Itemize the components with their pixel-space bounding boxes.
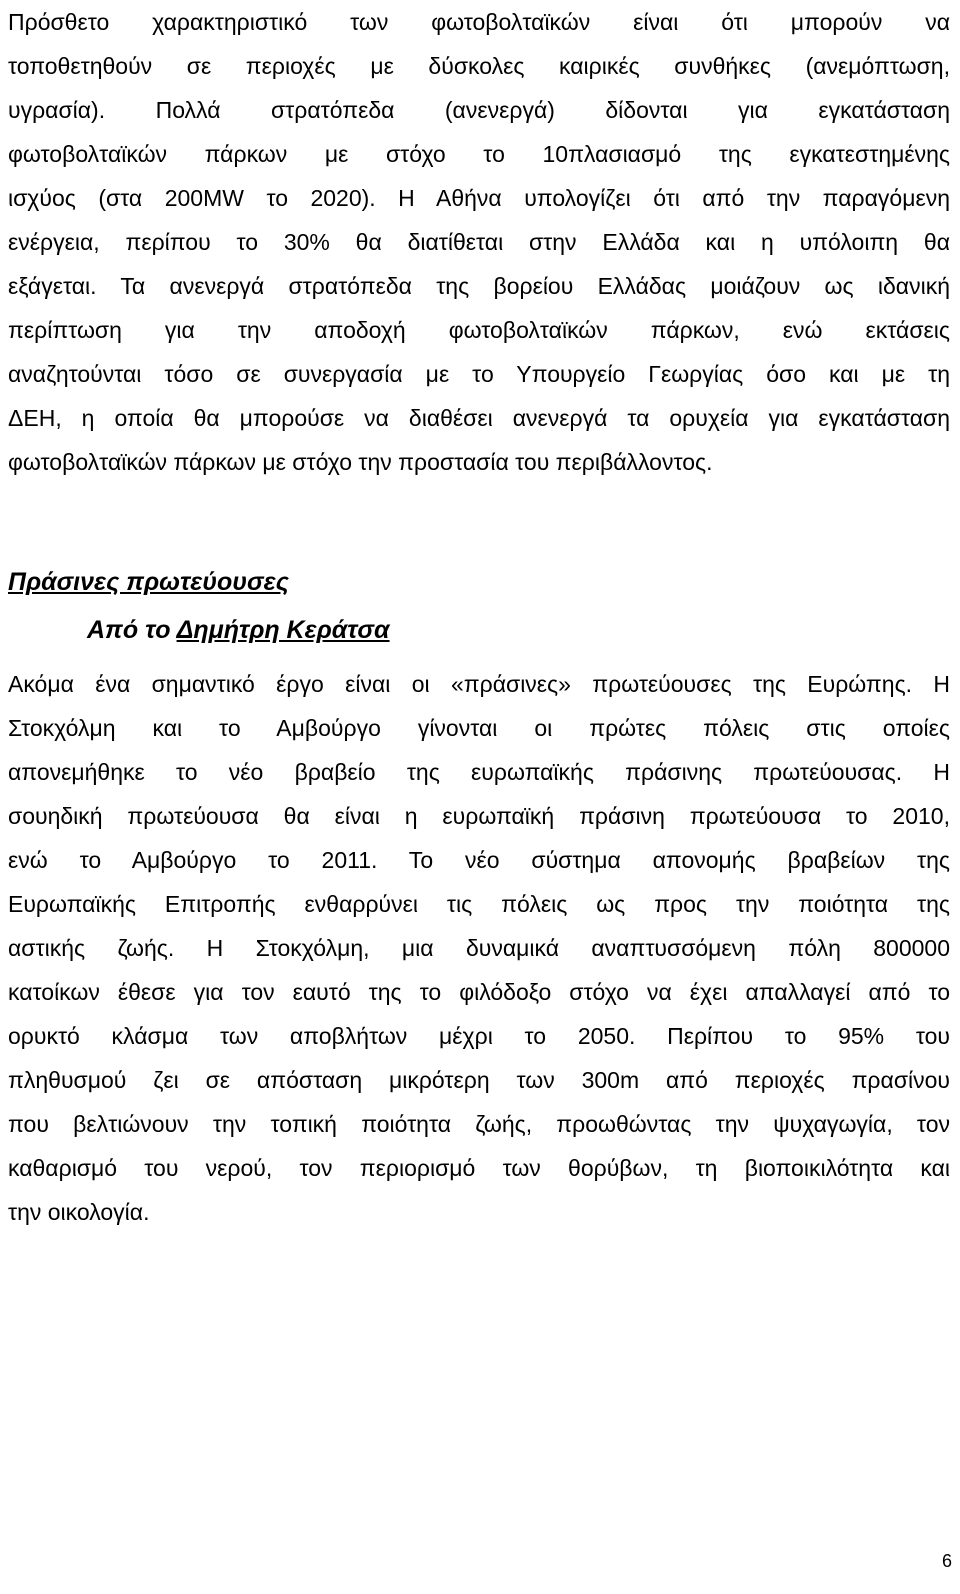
paragraph-line: Πρόσθετο χαρακτηριστικό των φωτοβολταϊκών είναι ότι μπορούν να — [8, 9, 950, 35]
paragraph-line: Ευρωπαϊκής Επιτροπής ενθαρρύνει τις πόλεις ως προς την ποιότητα της — [8, 891, 950, 917]
paragraph-line: υγρασία). Πολλά στρατόπεδα (ανενεργά) δίδονται για εγκατάσταση — [8, 97, 950, 123]
paragraph-line: πληθυσμού ζει σε απόσταση μικρότερη των 300m από περιοχές πρασίνου — [8, 1067, 950, 1093]
paragraph-line: ενέργεια, περίπου το 30% θα διατίθεται στην Ελλάδα και η υπόλοιπη θα — [8, 229, 950, 255]
paragraph-photovoltaics — [8, 0, 950, 484]
paragraph-line: φωτοβολταϊκών πάρκων με στόχο το 10πλασιασμό της εγκατεστημένης — [8, 141, 950, 167]
paragraph-line: σουηδική πρωτεύουσα θα είναι η ευρωπαϊκή πράσινη πρωτεύουσα το 2010, — [8, 803, 950, 829]
paragraph-line: εξάγεται. Τα ανενεργά στρατόπεδα της βορείου Ελλάδας μοιάζουν ως ιδανική — [8, 273, 950, 299]
paragraph-line: ισχύος (στα 200MW το 2020). Η Αθήνα υπολογίζει ότι από την παραγόμενη — [8, 185, 950, 211]
paragraph-line: Στοκχόλμη και το Αμβούργο γίνονται οι πρώτες πόλεις στις οποίες — [8, 715, 950, 741]
paragraph-line: αστικής ζωής. Η Στοκχόλμη, μια δυναμικά αναπτυσσόμενη πόλη 800000 — [8, 935, 950, 961]
paragraph-green-capitals — [8, 662, 950, 1234]
section-title: Πράσινες πρωτεύουσες — [8, 568, 289, 596]
paragraph-line: την οικολογία. — [8, 1199, 150, 1225]
paragraph-line: κατοίκων έθεσε για τον εαυτό της το φιλόδοξο στόχο να έχει απαλλαγεί από το — [8, 979, 950, 1005]
paragraph-line: αναζητούνται τόσο σε συνεργασία με το Υπουργείο Γεωργίας όσο και με τη — [8, 361, 950, 387]
paragraph-line: ενώ το Αμβούργο το 2011. Το νέο σύστημα απονομής βραβείων της — [8, 847, 950, 873]
paragraph-line: τοποθετηθούν σε περιοχές με δύσκολες καιρικές συνθήκες (ανεμόπτωση, — [8, 53, 950, 79]
paragraph-line: Ακόμα ένα σημαντικό έργο είναι οι «πράσινες» πρωτεύουσες της Ευρώπης. Η — [8, 671, 950, 697]
paragraph-line: που βελτιώνουν την τοπική ποιότητα ζωής, προωθώντας την ψυχαγωγία, τον — [8, 1111, 950, 1137]
paragraph-line: φωτοβολταϊκών πάρκων με στόχο την προστασία του περιβάλλοντος. — [8, 449, 713, 475]
paragraph-line: ΔΕΗ, η οποία θα μπορούσε να διαθέσει ανενεργά τα ορυχεία για εγκατάσταση — [8, 405, 950, 431]
paragraph-line: απονεμήθηκε το νέο βραβείο της ευρωπαϊκής πράσινης πρωτεύουσας. Η — [8, 759, 950, 785]
page-number: 6 — [941, 1551, 952, 1571]
section-byline — [8, 606, 950, 654]
byline-author: Δημήτρη Κεράτσα — [176, 616, 390, 644]
byline-prefix: Από το — [87, 616, 177, 644]
section-header — [8, 558, 950, 654]
paragraph-line: περίπτωση για την αποδοχή φωτοβολταϊκών πάρκων, ενώ εκτάσεις — [8, 317, 950, 343]
paragraph-line: καθαρισμό του νερού, τον περιορισμό των θορύβων, τη βιοποικιλότητα και — [8, 1155, 950, 1181]
paragraph-line: ορυκτό κλάσμα των αποβλήτων μέχρι το 2050. Περίπου το 95% του — [8, 1023, 950, 1049]
